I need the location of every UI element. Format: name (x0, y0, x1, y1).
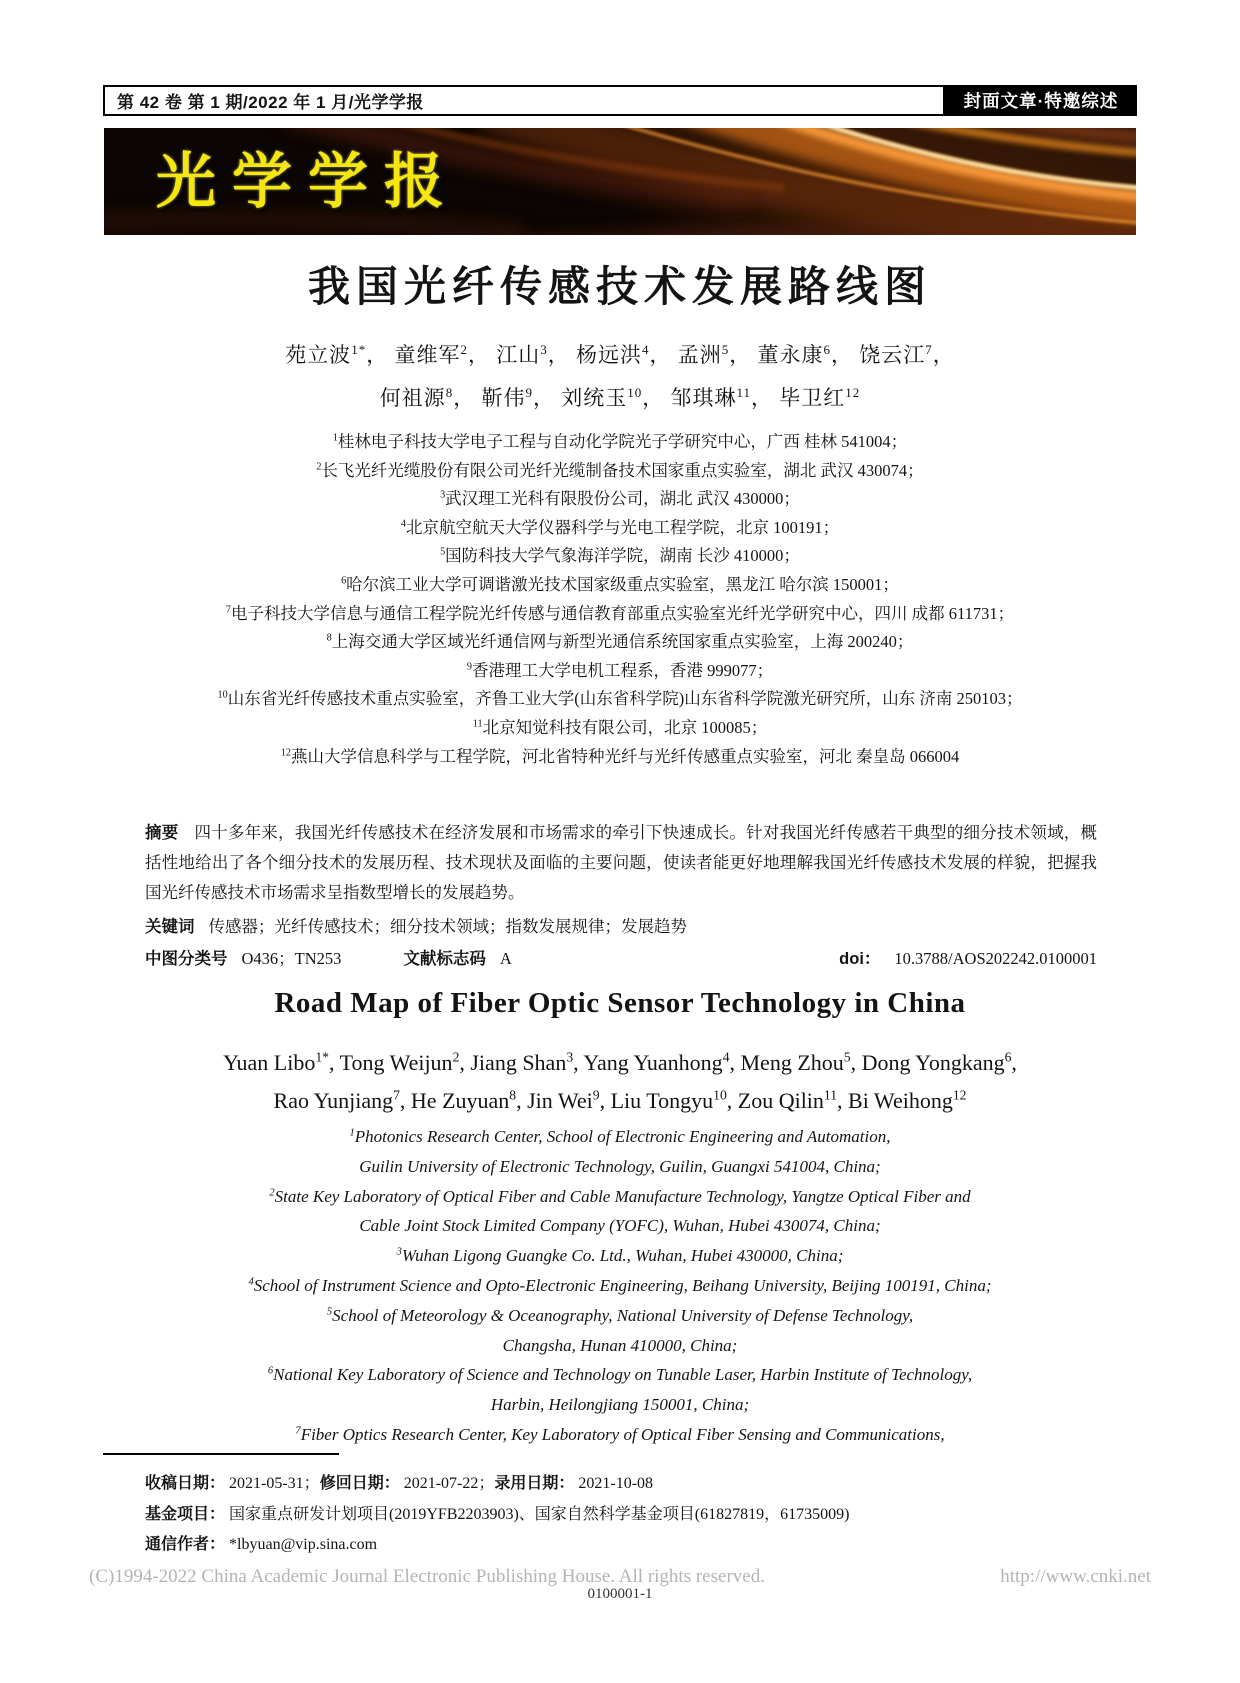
affiliation-text: Fiber Optics Research Center, Key Laboratory of Optical Fiber Sensing and Communications, (300, 1424, 945, 1444)
author-name: 饶云江 (859, 343, 926, 367)
author-affiliation-sup: 3 (540, 342, 548, 357)
affiliation-en-line (103, 1182, 1137, 1212)
affiliation-text: 武汉理工光科有限股份公司，湖北 武汉 430000； (445, 489, 800, 509)
affiliation-en-line (103, 1152, 1137, 1182)
affiliation-zh-line (103, 657, 1137, 686)
affiliation-en-line (103, 1331, 1137, 1361)
affiliation-number: 10 (217, 689, 228, 701)
author-affiliation-sup: 2 (452, 1049, 460, 1065)
revised-value: 2021-07-22； (403, 1475, 495, 1492)
affiliation-text: Guilin University of Electronic Technology, Guilin, Guangxi 541004, China; (359, 1156, 881, 1176)
author-en (223, 1050, 340, 1075)
author-separator: ， (649, 343, 672, 367)
author-affiliation-sup: 6 (823, 342, 832, 357)
affiliation-en-line (103, 1211, 1137, 1241)
author-separator: , (328, 1050, 340, 1075)
affiliation-number: 5 (326, 1306, 333, 1318)
accepted-value: 2021-10-08 (578, 1475, 654, 1492)
author-zh (394, 343, 490, 367)
affiliation-text: 国防科技大学气象海洋学院，湖南 长沙 410000； (445, 546, 800, 566)
clc-value: O436；TN253 (241, 949, 342, 968)
affiliation-en-line (103, 1390, 1137, 1420)
author-affiliation-sup: 5 (843, 1049, 851, 1065)
doc-code-pair (403, 944, 511, 974)
author-affiliation-sup: 1* (315, 1049, 329, 1065)
author-name: Yang Yuanhong (583, 1050, 723, 1075)
author-en (611, 1088, 738, 1113)
author-name: 童维军 (394, 343, 461, 367)
doc-code-value: A (499, 949, 512, 968)
author-affiliation-sup: 1* (351, 342, 367, 357)
author-separator: , (599, 1088, 611, 1113)
author-separator: , (573, 1050, 584, 1075)
clc-label: 中图分类号 (145, 950, 228, 968)
affiliation-zh-line (103, 743, 1137, 772)
author-name: Bi Weihong (848, 1088, 953, 1113)
author-zh (779, 386, 860, 410)
author-en (527, 1088, 610, 1113)
affiliation-number: 11 (472, 718, 483, 730)
fund-label: 基金项目： (145, 1505, 226, 1523)
author-zh (481, 386, 555, 410)
footnote-fund-line (145, 1500, 1097, 1531)
footnote-corresponding-line (145, 1530, 1097, 1561)
issue-info-text: 第 42 卷 第 1 期/2022 年 1 月/光学学报 (117, 93, 424, 112)
affiliation-text: Wuhan Ligong Guangke Co. Ltd., Wuhan, Hubei 430000, China; (401, 1246, 844, 1266)
author-affiliation-sup: 10 (627, 385, 643, 400)
article-type-badge: 封面文章·特邀综述 (945, 85, 1137, 116)
affiliation-zh-line (103, 514, 1137, 543)
affiliation-zh-line (103, 628, 1137, 657)
affiliation-zh-line (103, 600, 1137, 629)
affiliation-text: 北京航空航天大学仪器科学与光电工程学院，北京 100191； (405, 517, 840, 537)
affiliation-zh-line (103, 542, 1137, 571)
article-title-zh: 我国光纤传感技术发展路线图 (307, 265, 932, 311)
authors-zh-line2 (103, 377, 1137, 420)
affiliation-en-line (103, 1420, 1137, 1450)
page-number: 0100001-1 (587, 1586, 653, 1602)
doc-code-label: 文献标志码 (403, 950, 486, 968)
abstract-text: 四十多年来，我国光纤传感技术在经济发展和市场需求的牵引下快速成长。针对我国光纤传感若干典型的细分技术领域，概括性地给出了各个细分技术的发展历程、技术现状及面临的主要问题，使读者能更好地理解我国光纤传感技术发展的样貌，把握我国光纤传感技术市场需求呈指数型增长的发展趋势。 (145, 823, 1098, 902)
author-name: He Zuyuan (410, 1088, 510, 1113)
author-separator: ， (467, 343, 490, 367)
affiliation-text: 燕山大学信息科学与工程学院，河北省特种光纤与光纤传感重点实验室，河北 秦皇岛 066004 (290, 746, 960, 766)
author-affiliation-sup: 9 (525, 385, 533, 400)
affiliation-text: School of Instrument Science and Opto-Electronic Engineering, Beihang University, Beijing 100191, China; (253, 1275, 992, 1295)
author-separator: ， (532, 386, 555, 410)
author-en (470, 1050, 583, 1075)
author-en (411, 1088, 527, 1113)
author-name: 毕卫红 (779, 386, 846, 410)
author-separator: ， (642, 386, 665, 410)
author-name: Zou Qilin (737, 1088, 824, 1113)
author-name: 孟洲 (677, 343, 722, 367)
author-separator: , (837, 1088, 849, 1113)
affiliation-text: 北京知觉科技有限公司，北京 100085； (482, 717, 768, 737)
author-en (274, 1088, 411, 1113)
author-affiliation-sup: 12 (952, 1087, 967, 1103)
authors-zh-line1 (103, 334, 1137, 377)
author-affiliation-sup: 3 (566, 1049, 574, 1065)
copyright-line (89, 1566, 1151, 1588)
received-label: 收稿日期： (145, 1475, 226, 1492)
author-affiliation-sup: 2 (460, 342, 468, 357)
author-zh (576, 343, 672, 367)
author-name: Dong Yongkang (861, 1050, 1005, 1075)
affiliation-zh-line (103, 571, 1137, 600)
author-affiliation-sup: 7 (393, 1087, 400, 1103)
author-separator: , (729, 1050, 741, 1075)
author-affiliation-sup: 4 (641, 342, 650, 357)
affiliation-zh-line (103, 457, 1137, 486)
author-separator: , (459, 1050, 471, 1075)
author-name: 何祖源 (379, 386, 446, 410)
affiliation-en-line (103, 1301, 1137, 1331)
author-en (738, 1088, 848, 1113)
affiliation-zh-line (103, 685, 1137, 714)
affiliation-number: 12 (280, 747, 291, 759)
author-name: 刘统玉 (561, 386, 628, 410)
affiliation-text: 桂林电子科技大学电子工程与自动化学院光子学研究中心，广西 桂林 541004； (337, 432, 908, 451)
author-separator: , (516, 1088, 528, 1113)
affiliation-number: 3 (440, 489, 446, 501)
abstract-block (145, 818, 1097, 908)
affiliation-number: 2 (316, 461, 322, 473)
affiliation-number: 1 (349, 1127, 355, 1139)
affiliation-number: 6 (341, 575, 347, 587)
author-separator: , (1011, 1050, 1017, 1075)
affiliation-text: Photonics Research Center, School of Electronic Engineering and Automation, (354, 1127, 891, 1146)
author-affiliation-sup: 8 (445, 385, 454, 400)
author-affiliation-sup: 4 (722, 1049, 730, 1065)
affiliation-text: School of Meteorology & Oceanography, National University of Defense Technology, (332, 1305, 914, 1325)
author-name: 靳伟 (481, 386, 526, 410)
author-name: 江山 (496, 343, 541, 367)
doi-pair (839, 944, 1097, 974)
author-separator: ， (453, 386, 476, 410)
header-bar (103, 85, 1137, 116)
authors-zh (103, 334, 1137, 420)
keywords-text: 传感器；光纤传感技术；细分技术领域；指数发展规律；发展趋势 (208, 917, 687, 936)
fund-value: 国家重点研发计划项目(2019YFB2203903)、国家自然科学基金项目(61827819，61735009) (229, 1505, 850, 1523)
author-name: Jin Wei (527, 1088, 593, 1113)
author-name: 董永康 (757, 343, 824, 367)
affiliation-en-line (103, 1271, 1137, 1301)
affiliation-zh-line (103, 714, 1137, 743)
footnote-rule (103, 1453, 339, 1455)
clc-pair (145, 944, 341, 974)
classification-row (145, 944, 1097, 974)
affiliation-zh-line (103, 485, 1137, 514)
author-name: Meng Zhou (740, 1050, 844, 1075)
author-en (848, 1088, 966, 1113)
affiliation-text: 山东省光纤传感技术重点实验室，齐鲁工业大学(山东省科学院)山东省科学院激光研究所，山东 济南 250103； (227, 689, 1023, 709)
author-affiliation-sup: 11 (736, 385, 752, 400)
affiliation-number: 6 (267, 1365, 274, 1377)
author-name: 苑立波 (285, 343, 352, 367)
affiliation-zh-line (103, 428, 1137, 457)
affiliation-number: 9 (466, 661, 472, 673)
affiliation-number: 2 (269, 1186, 275, 1198)
author-affiliation-sup: 8 (509, 1087, 517, 1103)
authors-en-line1 (103, 1044, 1137, 1082)
footnote-block (145, 1469, 1097, 1561)
author-affiliation-sup: 6 (1004, 1049, 1012, 1065)
affiliation-number: 8 (326, 632, 332, 644)
authors-en-line2 (103, 1082, 1137, 1120)
author-separator: , (399, 1088, 411, 1113)
affiliations-zh (103, 428, 1137, 771)
author-zh (285, 343, 388, 367)
keywords-label: 关键词 (145, 918, 195, 936)
author-zh (670, 386, 773, 410)
corresponding-author-email: *lbyuan@vip.sina.com (229, 1536, 378, 1553)
authors-en (103, 1044, 1137, 1120)
author-zh (678, 343, 752, 367)
affiliation-number: 5 (440, 546, 446, 558)
author-separator: , (726, 1088, 738, 1113)
journal-name-logo: 光学学报 (156, 147, 460, 217)
affiliation-number: 3 (396, 1246, 402, 1258)
author-zh (496, 343, 570, 367)
doi-value: 10.3788/AOS202242.0100001 (894, 949, 1097, 968)
author-name: Yuan Libo (223, 1050, 316, 1075)
revised-label: 修回日期： (319, 1475, 400, 1492)
author-separator: ， (751, 386, 774, 410)
author-separator: ， (831, 343, 854, 367)
footnote-dates-line (145, 1469, 1097, 1500)
author-separator: ， (547, 343, 570, 367)
article-title-en: Road Map of Fiber Optic Sensor Technology in China (274, 987, 966, 1019)
accepted-label: 录用日期： (494, 1475, 575, 1492)
affiliations-en (103, 1122, 1137, 1450)
affiliation-text: State Key Laboratory of Optical Fiber and Cable Manufacture Technology, Yangtze Optical Fiber and (274, 1186, 971, 1206)
affiliation-number: 4 (248, 1276, 254, 1288)
author-zh (380, 386, 476, 410)
author-zh (859, 343, 955, 367)
affiliation-text: 香港理工大学电机工程系，香港 999077； (471, 660, 774, 680)
author-affiliation-sup: 10 (713, 1087, 727, 1103)
affiliation-en-line (103, 1360, 1137, 1390)
affiliation-en-line (103, 1241, 1137, 1271)
affiliation-en-line (103, 1122, 1137, 1152)
author-affiliation-sup: 11 (823, 1087, 838, 1103)
author-affiliation-sup: 9 (592, 1087, 600, 1103)
received-value: 2021-05-31； (229, 1475, 320, 1492)
affiliation-text: Cable Joint Stock Limited Company (YOFC), Wuhan, Hubei 430074, China; (359, 1216, 881, 1236)
affiliation-text: 电子科技大学信息与通信工程学院光纤传感与通信教育部重点实验室光纤光学研究中心，四川 成都 611731； (230, 603, 1015, 623)
author-zh (758, 343, 854, 367)
journal-issue-info (103, 85, 945, 116)
affiliation-number: 7 (225, 604, 231, 616)
author-separator: ， (366, 343, 389, 367)
author-en (862, 1050, 1017, 1075)
affiliation-text: 哈尔滨工业大学可调谐激光技术国家级重点实验室，黑龙江 哈尔滨 150001； (346, 574, 899, 594)
author-separator: , (850, 1050, 862, 1075)
author-affiliation-sup: 12 (845, 385, 861, 400)
abstract-label: 摘要 (145, 824, 179, 842)
author-en (583, 1050, 740, 1075)
author-name: Tong Weijun (339, 1050, 453, 1075)
affiliation-number: 7 (295, 1425, 301, 1437)
author-separator: ， (729, 343, 752, 367)
keywords-block (145, 912, 1097, 942)
author-separator: ， (932, 343, 955, 367)
author-zh (561, 386, 664, 410)
author-name: Rao Yunjiang (273, 1088, 394, 1113)
author-en (741, 1050, 862, 1075)
author-name: Liu Tongyu (610, 1088, 714, 1113)
affiliation-number: 1 (332, 432, 338, 444)
affiliation-number: 4 (400, 518, 406, 530)
copyright-text: (C)1994-2022 China Academic Journal Electronic Publishing House. All rights reserved. (89, 1566, 765, 1587)
author-affiliation-sup: 7 (925, 342, 933, 357)
author-name: 邹琪琳 (670, 386, 737, 410)
affiliation-text: 长飞光纤光缆股份有限公司光纤光缆制备技术国家重点实验室，湖北 武汉 430074； (321, 460, 924, 480)
author-name: Jiang Shan (470, 1050, 567, 1075)
affiliation-text: 上海交通大学区域光纤通信网与新型光通信系统国家重点实验室，上海 200240； (331, 632, 914, 652)
affiliation-text: Changsha, Hunan 410000, China; (502, 1335, 738, 1355)
author-en (340, 1050, 471, 1075)
affiliation-text: National Key Laboratory of Science and Technology on Tunable Laser, Harbin Institute of Technology, (273, 1365, 973, 1385)
corresponding-author-label: 通信作者： (145, 1536, 226, 1553)
author-name: 杨远洪 (575, 343, 642, 367)
journal-banner (104, 128, 1136, 235)
doi-label: doi： (839, 950, 881, 968)
affiliation-text: Harbin, Heilongjiang 150001, China; (490, 1395, 750, 1415)
author-affiliation-sup: 5 (721, 342, 730, 357)
cnki-url: http://www.cnki.net (1000, 1566, 1151, 1587)
